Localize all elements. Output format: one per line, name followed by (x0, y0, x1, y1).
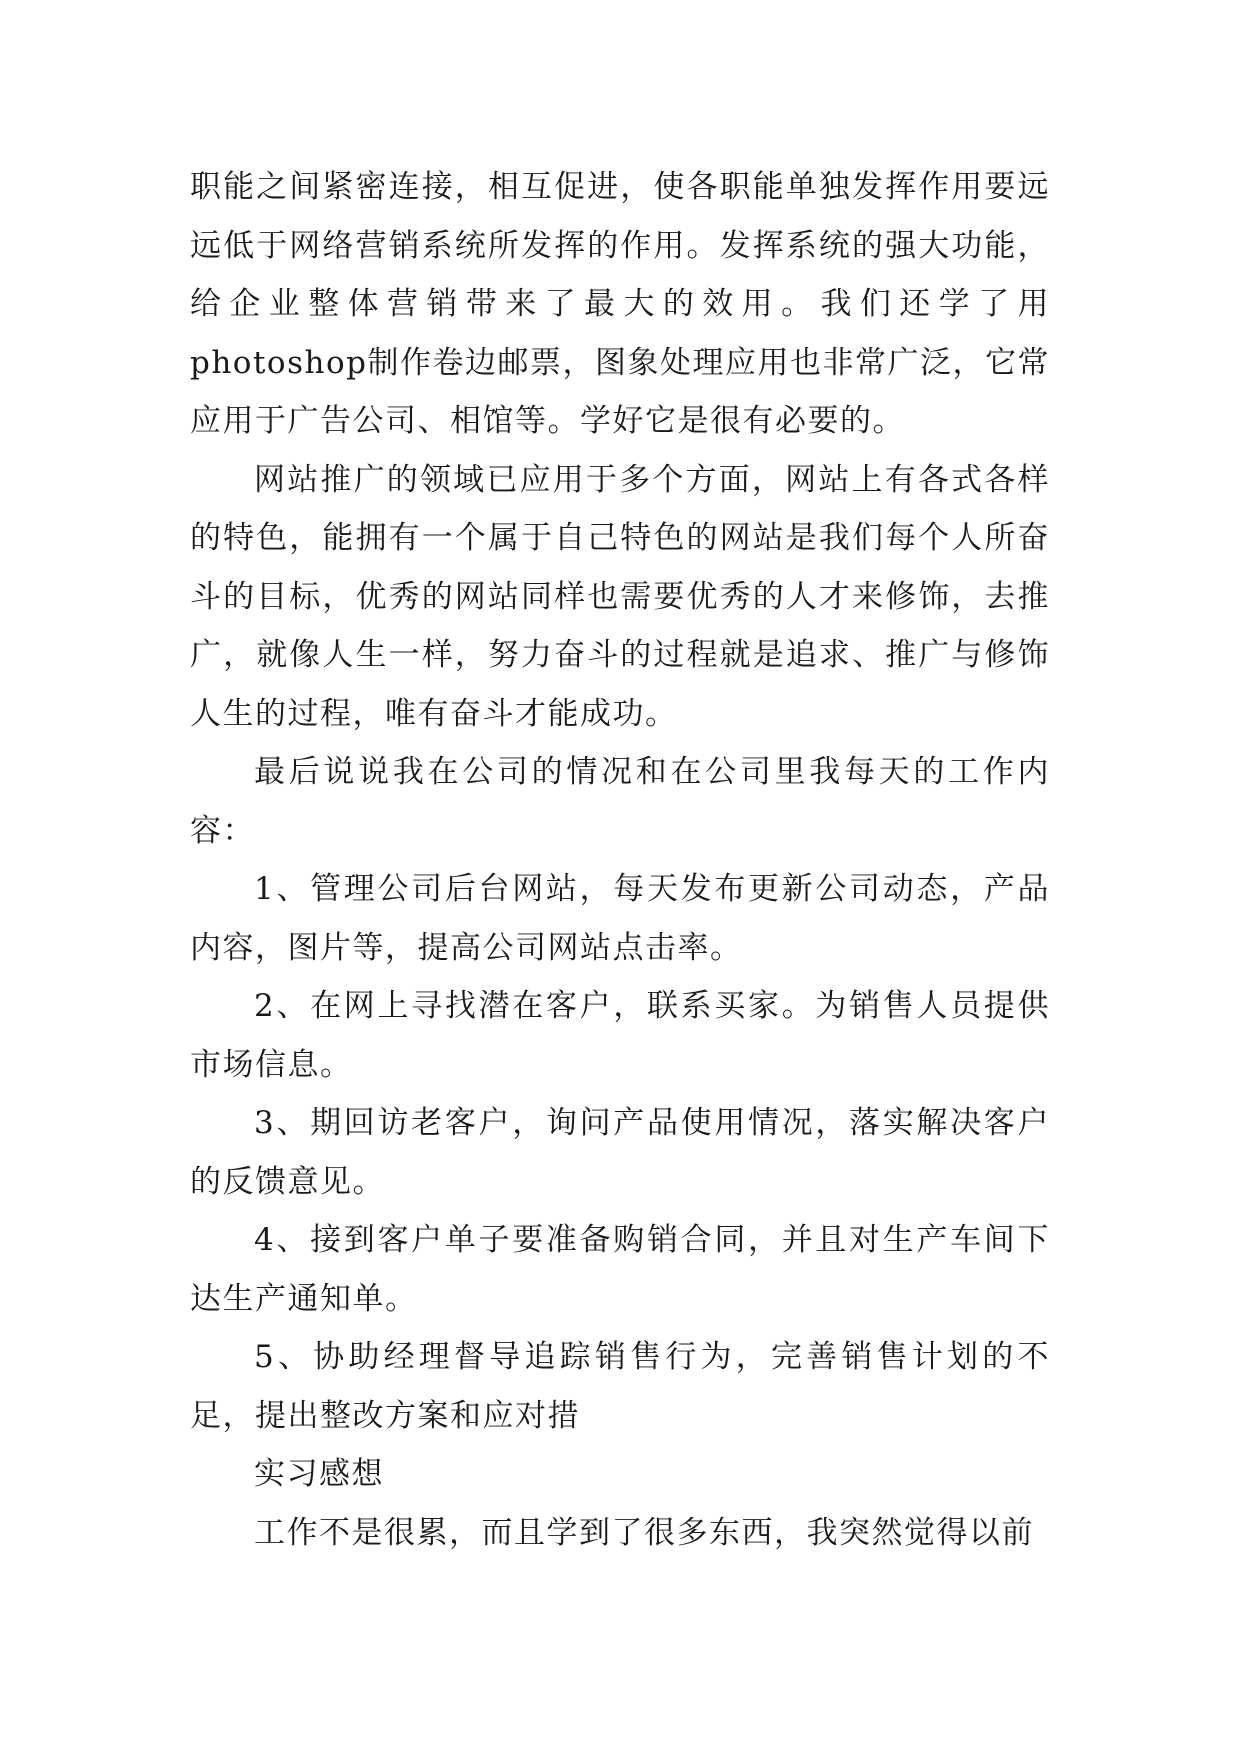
list-item-5: 5、协助经理督导追踪销售行为，完善销售计划的不足，提出整改方案和应对措 (190, 1339, 1050, 1434)
paragraph-company-intro: 最后说说我在公司的情况和在公司里我每天的工作内容： (190, 754, 1050, 849)
paragraph-website-promotion: 网站推广的领域已应用于多个方面，网站上有各式各样的特色，能拥有一个属于自己特色的网站是我们每个人所奋斗的目标，优秀的网站同样也需要优秀的人才来修饰，去推广，就像人生一样，努力奋斗的过程就是追求、推广与修饰人生的过程，唯有奋斗才能成功。 (190, 461, 1050, 732)
paragraph-network-marketing: 职能之间紧密连接，相互促进，使各职能单独发挥作用要远远低于网络营销系统所发挥的作用。发挥系统的强大功能，给企业整体营销带来了最大的效用。我们还学了用photoshop制作卷边邮票，图象处理应用也非常广泛，它常应用于广告公司、相馆等。学好它是很有必要的。 (190, 169, 1050, 439)
list-item-4: 4、接到客户单子要准备购销合同，并且对生产车间下达生产通知单。 (190, 1222, 1050, 1317)
list-item-1: 1、管理公司后台网站，每天发布更新公司动态，产品内容，图片等，提高公司网站点击率。 (190, 871, 1050, 966)
section-heading: 实习感想 (254, 1456, 384, 1492)
document-body (190, 158, 1050, 1562)
list-item-2: 2、在网上寻找潜在客户，联系买家。为销售人员提供市场信息。 (190, 988, 1050, 1083)
list-item-3: 3、期回访老客户，询问产品使用情况，落实解决客户的反馈意见。 (190, 1105, 1050, 1200)
paragraph-reflection: 工作不是很累，而且学到了很多东西，我突然觉得以前 (254, 1514, 1034, 1551)
